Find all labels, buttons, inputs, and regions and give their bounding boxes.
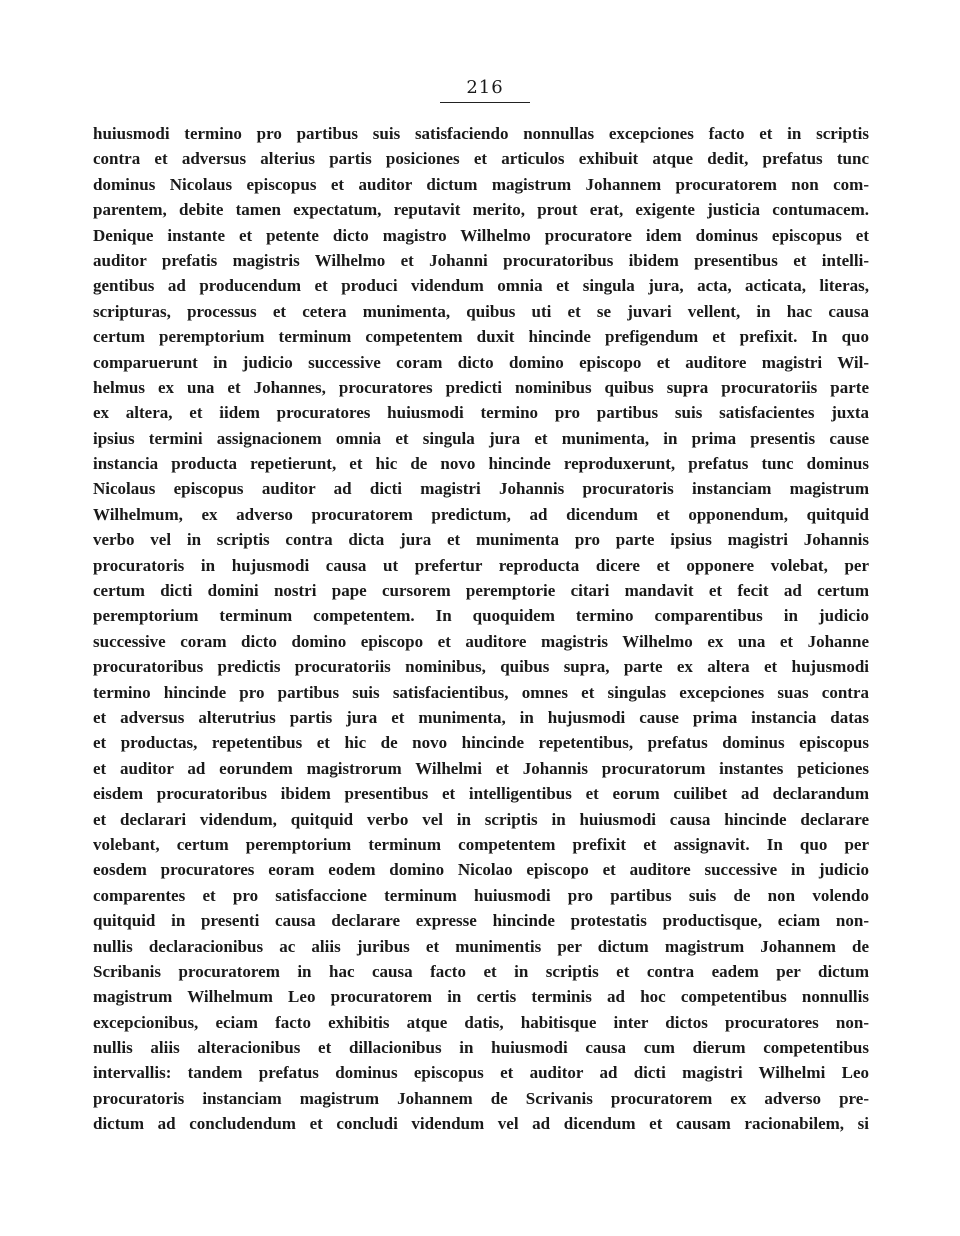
text-line: peremptorium terminum competentem. In quoquidem termino comparentibus in judicio — [93, 606, 869, 626]
page-number: 216 — [466, 77, 504, 98]
text-line: gentibus ad producendum et produci videndum omnia et singula jura, acta, acticata, literas, — [93, 276, 869, 296]
text-line: et adversus alterutrius partis jura et munimenta, in hujusmodi cause prima instancia datas — [93, 707, 869, 727]
text-line: et auditor ad eorundem magistrorum Wilhelmi et Johannis procuratorum instantes peticiones — [93, 758, 869, 778]
text-line: quitquid in presenti causa declarare expresse hincinde protestatis productisque, eciam non- — [93, 911, 869, 931]
text-line: nullis aliis alteracionibus et dillacionibus in huiusmodi causa cum dierum competentibus — [93, 1038, 869, 1058]
text-line: certum peremptorium terminum competentem duxit hincinde prefigendum et prefixit. In quo — [93, 327, 869, 347]
text-line: helmus ex una et Johannes, procuratores predicti nominibus quibus supra procuratoriis parte — [93, 377, 869, 397]
text-line: et declarari videndum, quitquid verbo vel in scriptis in huiusmodi causa hincinde declarare — [93, 809, 869, 829]
body-text — [93, 121, 869, 1137]
text-line: verbo vel in scriptis contra dicta jura et munimenta pro parte ipsius magistri Johannis — [93, 530, 869, 550]
text-line: Scribanis procuratorem in hac causa facto et in scriptis et contra eadem per dictum — [93, 961, 869, 981]
text-line: procuratoris in hujusmodi causa ut prefertur reproducta dicere et opponere volebat, per — [93, 555, 869, 575]
text-line: comparuerunt in judicio successive coram dicto domino episcopo et auditore magistri Wil- — [93, 352, 869, 372]
text-line: excepcionibus, eciam facto exhibitis atque datis, habitisque inter dictos procuratores non- — [93, 1012, 869, 1032]
text-line: intervallis: tandem prefatus dominus episcopus et auditor ad dicti magistri Wilhelmi Leo — [93, 1063, 869, 1083]
text-line: magistrum Wilhelmum Leo procuratorem in certis terminis ad hoc competentibus nonnullis — [93, 987, 869, 1007]
text-line: Nicolaus episcopus auditor ad dicti magistri Johannis procuratoris instanciam magistrum — [93, 479, 869, 499]
text-line: eosdem procuratores eoram eodem domino Nicolao episcopo et auditore successive in judicio — [93, 860, 869, 880]
text-line: instancia producta repetierunt, et hic de novo hincinde reproduxerunt, prefatus tunc dominus — [93, 454, 869, 474]
text-line: eisdem procuratoribus ibidem presentibus et intelligentibus et eorum cuilibet ad declarandum — [93, 784, 869, 804]
text-line: nullis declaracionibus ac aliis juribus et munimentis per dictum magistrum Johannem de — [93, 936, 869, 956]
text-line: certum dicti domini nostri pape cursorem peremptorie citari mandavit et fecit ad certum — [93, 581, 869, 601]
text-line: ipsius termini assignacionem omnia et singula jura et munimenta, in prima presentis cause — [93, 428, 869, 448]
text-line: comparentes et pro satisfaccione terminum huiusmodi pro partibus suis de non volendo — [93, 885, 869, 905]
text-line: Wilhelmum, ex adverso procuratorem predictum, ad dicendum et opponendum, quitquid — [93, 504, 869, 524]
text-line: et productas, repetentibus et hic de novo hincinde repetentibus, prefatus dominus episcopus — [93, 733, 869, 753]
text-line: procuratoribus predictis procuratoriis nominibus, quibus supra, parte ex altera et hujusmodi — [93, 657, 869, 677]
text-line: contra et adversus alterius partis posiciones et articulos exhibuit atque dedit, prefatus tunc — [93, 149, 869, 169]
text-line: termino hincinde pro partibus suis satisfacientibus, omnes et singulas excepciones suas contra — [93, 682, 869, 702]
text-line: huiusmodi termino pro partibus suis satisfaciendo nonnullas excepciones facto et in scriptis — [93, 124, 869, 143]
text-line: procuratoris instanciam magistrum Johannem de Scrivanis procuratorem ex adverso pre- — [93, 1088, 869, 1108]
header-rule — [440, 102, 530, 103]
text-line: successive coram dicto domino episcopo et auditore magistris Wilhelmo ex una et Johanne — [93, 631, 869, 651]
text-line: Denique instante et petente dicto magistro Wilhelmo procuratore idem dominus episcopus et — [93, 225, 869, 245]
text-line: dominus Nicolaus episcopus et auditor dictum magistrum Johannem procuratorem non com- — [93, 174, 869, 194]
text-line: scripturas, processus et cetera munimenta, quibus uti et se juvari vellent, in hac causa — [93, 301, 869, 321]
text-line: dictum ad concludendum et concludi videndum vel ad dicendum et causam racionabilem, si — [93, 1114, 869, 1134]
text-line: volebant, certum peremptorium terminum competentem prefixit et assignavit. In quo per — [93, 834, 869, 854]
text-line: parentem, debite tamen expectatum, reputavit merito, prout erat, exigente justicia contumacem. — [93, 200, 869, 220]
text-line: auditor prefatis magistris Wilhelmo et Johanni procuratoribus ibidem presentibus et intelli- — [93, 250, 869, 270]
text-line: ex altera, et iidem procuratores huiusmodi termino pro partibus suis satisfacientes juxta — [93, 403, 869, 423]
